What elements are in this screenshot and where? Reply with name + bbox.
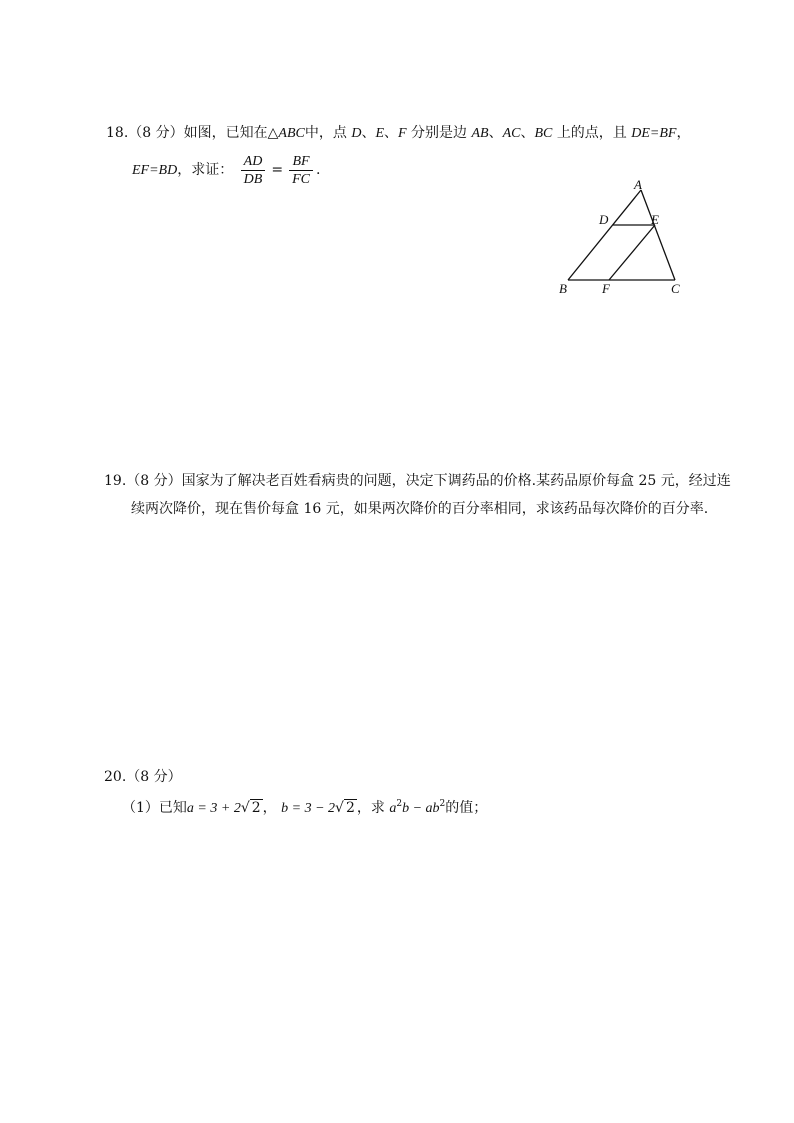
- fraction-denominator: FC: [292, 171, 310, 187]
- q20-number: 20.: [104, 769, 127, 785]
- q19-text-line2: 续两次降价，现在售价每盒 16 元，如果两次降价的百分率相同，求该药品每次降价的百分率.: [131, 501, 709, 517]
- triangle-name: ABC: [278, 126, 305, 141]
- separator: ，: [676, 125, 691, 141]
- q18-text: ，求证：: [177, 162, 234, 178]
- q20-header: [104, 767, 182, 787]
- label-e: E: [651, 212, 659, 227]
- fraction-bf-fc: [289, 153, 313, 188]
- side-ac: AC: [502, 126, 521, 141]
- point-e: E: [375, 126, 384, 141]
- q18-score: （8 分）: [128, 125, 184, 141]
- q20-text: ，求: [356, 800, 385, 816]
- separator: 、: [520, 125, 535, 141]
- radicand: 2: [345, 800, 355, 816]
- point-d: D: [351, 126, 362, 141]
- label-b: B: [559, 281, 567, 296]
- q18-text: 上的点，且: [556, 125, 627, 141]
- q18-number: 18.: [106, 125, 129, 141]
- b-definition: b = 3 − 2: [281, 801, 336, 816]
- fraction-numerator: AD: [241, 153, 266, 171]
- fraction-ad-db: [241, 153, 266, 188]
- q18-text: 中，点: [304, 125, 347, 141]
- q18-text: 分别是边: [411, 125, 468, 141]
- separator: 、: [384, 125, 398, 141]
- q19-score: （8 分）: [126, 473, 182, 489]
- label-f: F: [602, 281, 610, 296]
- segment-ab: [568, 190, 641, 280]
- q19-line2: [131, 499, 708, 519]
- fraction-numerator: BF: [289, 153, 313, 171]
- separator: 、: [361, 125, 376, 141]
- exponent: 2: [439, 799, 446, 809]
- q20-part1-label: （1）已知: [122, 800, 187, 816]
- q20-text: 的值；: [445, 800, 488, 816]
- label-d: D: [599, 212, 609, 227]
- a-definition: a = 3 + 2: [186, 801, 241, 816]
- q18-text: 如图，已知在: [183, 125, 268, 141]
- q20-score: （8 分）: [126, 769, 182, 785]
- label-c: C: [671, 281, 680, 296]
- sqrt-symbol: √: [335, 800, 344, 816]
- fraction-denominator: DB: [243, 171, 263, 187]
- exponent: 2: [396, 799, 403, 809]
- q19-line1: [104, 471, 731, 491]
- separator: ，: [262, 800, 277, 816]
- point-f: F: [398, 126, 407, 141]
- q19-text-line1: 国家为了解决老百姓看病贵的问题，决定下调药品的价格.某药品原价每盒 25 元，经过连: [181, 473, 731, 489]
- condition-de-bf: DE=BF: [631, 126, 677, 141]
- triangle-symbol: △: [267, 125, 279, 141]
- segment-ef: [609, 225, 655, 280]
- period: .: [315, 162, 321, 178]
- q18-line1: [106, 123, 690, 144]
- triangle-figure: [548, 176, 698, 300]
- q19-number: 19.: [104, 473, 127, 489]
- sqrt-symbol: √: [240, 800, 250, 816]
- side-bc: BC: [534, 126, 553, 141]
- side-ab: AB: [471, 126, 489, 141]
- separator: 、: [488, 125, 503, 141]
- q18-line2: [132, 152, 320, 189]
- expression-term: a: [389, 801, 397, 816]
- radicand: 2: [251, 800, 261, 816]
- expression-term: b − ab: [402, 801, 440, 816]
- equals-sign: =: [271, 162, 284, 178]
- condition-ef-bd: EF=BD: [132, 163, 178, 178]
- q20-part1: [122, 798, 487, 819]
- label-a: A: [634, 177, 642, 192]
